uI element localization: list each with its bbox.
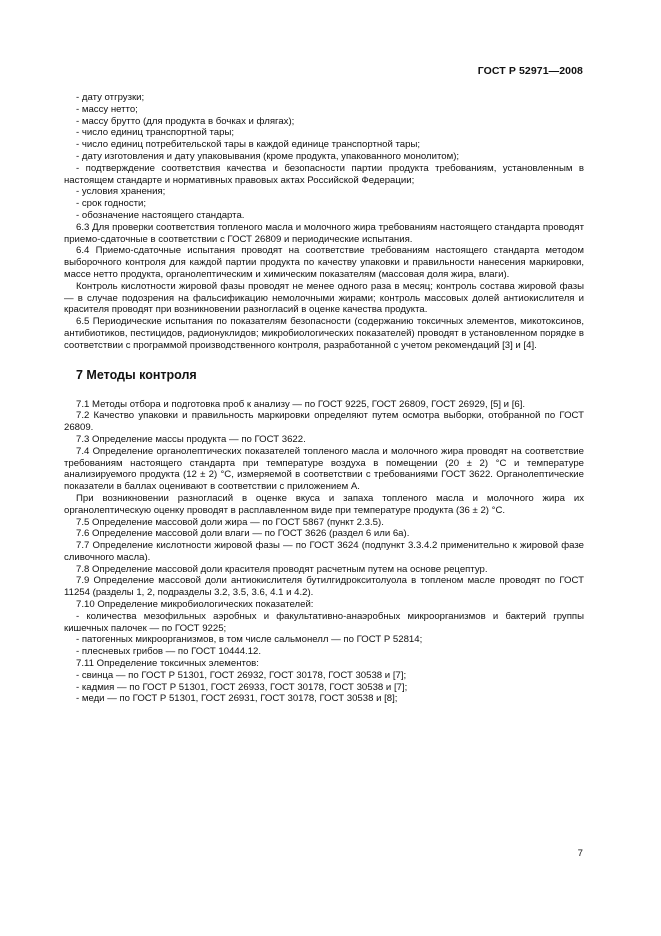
list-item: - обозначение настоящего стандарта. [76, 209, 245, 221]
paragraph-7-4: 7.4 Определение органолептических показателей топленого масла и молочного жира проводят на соответствие требованиям настоящего стандарта при температуре воздуха в помещении (20 ± 2) °С и температуре анализируемого продукта (12 ± 2) °С, измеряемой в соответствии с требованиями ГОСТ 3622. Органолептические показатели в баллах оценивают в соответствии с приложением А. [64, 445, 584, 493]
list-item: - дату изготовления и дату упаковывания (кроме продукта, упакованного монолитом); [76, 150, 460, 162]
paragraph-7-11: 7.11 Определение токсичных элементов: [76, 658, 259, 670]
paragraph-6-4: 6.4 Приемо-сдаточные испытания проводят на соответствие требованиям настоящего стандарта методом выборочного контроля для каждой партии продукта по качеству упаковки и правильности нанесения маркировки, массе нетто продукта, органолептическим и химическим показателям (массовая доля жира, влаги). [64, 245, 584, 280]
list-item: - число единиц транспортной тары; [76, 127, 235, 139]
list-item: - число единиц потребительской тары в каждой единице транспортной тары; [76, 139, 421, 151]
page-number: 7 [577, 848, 583, 859]
list-item: - дату отгрузки; [76, 92, 145, 103]
list-item: - плесневых грибов — по ГОСТ 10444.12. [76, 646, 262, 658]
paragraph-7-3: 7.3 Определение массы продукта — по ГОСТ 3622. [76, 433, 306, 445]
document-header: ГОСТ Р 52971—2008 [477, 65, 583, 77]
list-item: - условия хранения; [76, 186, 166, 198]
list-item: - массу нетто; [76, 103, 138, 115]
section-title: 7 Методы контроля [76, 367, 197, 382]
paragraph-7-5: 7.5 Определение массовой доли жира — по ГОСТ 5867 (пункт 2.3.5). [76, 516, 384, 528]
paragraph-6-3: 6.3 Для проверки соответствия топленого масла и молочного жира требованиям настоящего стандарта проводят приемо-сдаточные в соответствии с ГОСТ 26809 и периодические испытания. [64, 221, 584, 245]
list-item: - срок годности; [76, 198, 147, 210]
paragraph-disagreement: При возникновении разногласий в оценке вкуса и запаха топленого масла и молочного жира их органолептическую оценку проводят в расплавленном виде при температуре продукта (36 ± 2) °С. [64, 492, 584, 516]
list-item: - кадмия — по ГОСТ Р 51301, ГОСТ 26933, ГОСТ 30178, ГОСТ 30538 и [7]; [76, 681, 408, 693]
paragraph-7-1: 7.1 Методы отбора и подготовка проб к анализу — по ГОСТ 9225, ГОСТ 26809, ГОСТ 26929, [5] и [6]. [76, 398, 526, 410]
paragraph-acidity-control: Контроль кислотности жировой фазы проводят не менее одного раза в месяц; контроль состава жировой фазы — в случае подозрения на фальсификацию немолочными жирами; контроль массовых долей антиокислителя и красителя проводят при возникновении разногласий в оценке качества продукта. [64, 280, 584, 316]
paragraph-7-6: 7.6 Определение массовой доли влаги — по ГОСТ 3626 (раздел 6 или 6а). [76, 528, 410, 540]
page-content [64, 92, 584, 705]
paragraph-7-7: 7.7 Определение кислотности жировой фазы — по ГОСТ 3624 (подпункт 3.3.4.2 применительно к жировой фазе сливочного масла). [64, 540, 584, 563]
list-item: - количества мезофильных аэробных и факультативно-анаэробных микроорганизмов и бактерий группы кишечных палочек — по ГОСТ 9225; [64, 610, 584, 634]
paragraph-7-2: 7.2 Качество упаковки и правильность маркировки определяют путем осмотра выборки, отобранной по ГОСТ 26809. [64, 410, 584, 434]
list-item: - меди — по ГОСТ Р 51301, ГОСТ 26931, ГОСТ 30178, ГОСТ 30538 и [8]; [76, 693, 398, 705]
paragraph-7-9: 7.9 Определение массовой доли антиокислителя бутилгидрокситолуола в топленом масле проводят по ГОСТ 11254 (разделы 1, 2, подразделы 3.2, 3.5, 3.6, 4.1 и 4.2). [64, 575, 584, 599]
list-item: - патогенных микроорганизмов, в том числе сальмонелл — по ГОСТ Р 52814; [76, 634, 423, 646]
list-item: - подтверждение соответствия качества и безопасности партии продукта требованиям, установленным в настоящем стандарте и нормативных правовых актах Российской Федерации; [64, 162, 584, 186]
paragraph-6-5: 6.5 Периодические испытания по показателям безопасности (содержанию токсичных элементов, микотоксинов, антибиотиков, пестицидов, радионуклидов; микробиологических показателей) проводят в установленном порядке в соответствии с программой производственного контроля, разработанной с учетом рекомендаций [3] и [4]. [64, 316, 584, 351]
paragraph-7-8: 7.8 Определение массовой доли красителя проводят расчетным путем на основе рецептур. [76, 563, 488, 575]
list-item: - свинца — по ГОСТ Р 51301, ГОСТ 26932, ГОСТ 30178, ГОСТ 30538 и [7]; [76, 669, 407, 681]
paragraph-7-10: 7.10 Определение микробиологических показателей: [76, 599, 314, 611]
list-item: - массу брутто (для продукта в бочках и флягах); [76, 115, 295, 127]
